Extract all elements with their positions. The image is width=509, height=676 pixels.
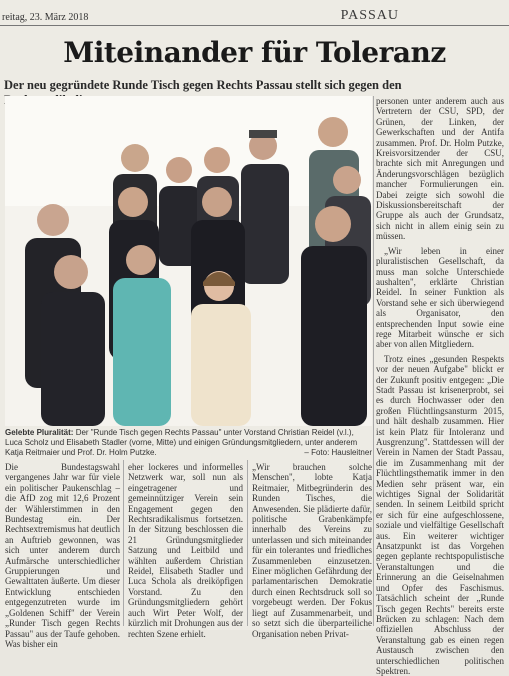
body-column-1: [5, 462, 120, 649]
caption-lead: Gelebte Pluralität:: [5, 428, 74, 437]
right-paragraph-3: Trotz eines „gesunden Respekts vor der neuen Aufgabe" blickt er der Zukunft positiv entgegen: „Die Stadt Passau ist krisenerprobt, sei es durch Hochwasser oder den großen Flüchtlingsansturm 2015, und hält deshalb zusammen. Hier ist kein Platz für Intoleranz und Ausgrenzung". Stattdessen will der Verein in Namen der Stadt Passau, die im Zusammenhang mit der Flüchtlingsthematik immer in den Medien sehr präsent war, ein wichtiges Signal der Solidarität senden. In seinem Leitbild spricht er sich für eine aufgeschlossene, soziale und vielfältige Gesellschaft aus. Ein weiterer wichtiger Ansatzpunkt ist das Vorgehen gegen geplante rechtspopulistische Veranstaltungen und die Erinnerung an die Geiselnahmen und Opfer des Faschismus. Tatsächlich scheint der „Runde Tisch gegen Rechts" bereits erste Brücken zu schlagen: Nach dem offiziellen Abschluss der Veranstaltung gab es einen regen Austausch zwischen den unterschiedlichen politischen Spektren.: [376, 353, 504, 676]
caption-text: Der "Runde Tisch gegen Rechts Passau" unter Vorstand Christian Reidel (v.l.), Luca Scholz und Elisabeth Stadler (vorne, Mitte) und einigen Gründungsmitgliedern, unter anderem Katja Reitmaier und Prof. Dr. Holm Putzke.: [5, 428, 358, 457]
right-paragraph-1: personen unter anderem auch aus Vertretern der CSU, SPD, der Grünen, der Linken, der Gewerkschaften und der Antifa zusammen. Prof. Dr. Holm Putzke, Kreisvorsitzender der CSU, brachte sich mit Anregungen und Änderungsvorschlägen bezüglich mancher Formulierungen ein. Dabei zeigte sich sowohl die Diskussionsbereitschaft der Gruppe als auch der Grundsatz, sich nicht in allem einig sein zu müssen.: [376, 96, 504, 242]
right-text-column: [376, 96, 504, 676]
body-column-2: [128, 462, 243, 639]
photo-credit: – Foto: Hausleitner: [304, 448, 372, 457]
column-divider-right: [373, 96, 374, 626]
column-1-text: Die Bundestagswahl vergangenes Jahr war für viele ein politischer Paukenschlag – die AfD zog mit 12,6 Prozent der Wählerstimmen in den Bundestag ein. Der Rechtsextremismus hat deutlich an Auftrieb gewonnen, was sich unter anderem durch Aufmärsche unterschiedlicher Gruppierungen und Gewalttaten äußerte. Um dieser Entwicklung entschieden entgegenzutreten wurde im „Goldenen Schiff" der Verein „Runder Tisch gegen Rechts Passau" aus der Taufe gehoben. Was bisher ein: [5, 462, 120, 649]
article-subheadline: Der neu gegründete Runde Tisch gegen Rechts Passau stellt sich gegen den: [4, 78, 402, 92]
issue-date: reitag, 23. März 2018: [2, 12, 89, 23]
column-divider-2: [247, 460, 248, 626]
right-paragraph-2: „Wir leben in einer pluralistischen Gesellschaft, da muss man solche Unterschiede aushalten", erklärte Christian Reidel. In seiner Funktion als Vorstand sehe er sich überwiegend als Organisator, den entsprechenden Input sowie eine rege Mitarbeit wünsche er sich aber von allen Mitgliedern.: [376, 245, 504, 350]
article-headline: Miteinander für Toleranz: [63, 36, 446, 69]
column-2-text: eher lockeres und informelles Netzwerk war, soll nun als eingetragener und gemeinnütziger Verein sein Engagement gegen den Rechtsradikalismus fortsetzen. In der Sitzung beschlossen die 21 Gründungsmitglieder Satzung und Leitbild und wählten außerdem Christian Reidel, Elisabeth Stadler und Luca Schola als dreiköpfigen Vorstand. Zu den Gründungsmitgliedern gehört auch Wirt Peter Wolf, der kürzlich mit Drohungen aus der rechten Szene erhielt.: [128, 462, 243, 639]
group-photo: [5, 96, 372, 426]
section-name: PASSAU: [340, 8, 399, 23]
column-divider-1: [123, 460, 124, 626]
page-header: [0, 5, 509, 26]
body-column-3: [252, 462, 372, 639]
column-3-text: „Wir brauchen solche Menschen", lobte Katja Reitmaier, Mitbegründerin des Runden Tisches, die Anwesenden. Sie plädierte dafür, politische Grabenkämpfe innerhalb des Vereins zu unterlassen und sich miteinander für ein tolerantes und friedliches Zusammenleben einzusetzen. Einer möglichen Gefährdung der parlamentarischen Demokratie durch einen Rechtsdruck soll so vorgebeugt werden. Der Fokus liegt auf Zusammenarbeit, und so setzt sich die überparteiliche Organisation neben Privat-: [252, 462, 372, 639]
group-photo-image: [5, 96, 372, 426]
photo-caption: [5, 428, 372, 458]
